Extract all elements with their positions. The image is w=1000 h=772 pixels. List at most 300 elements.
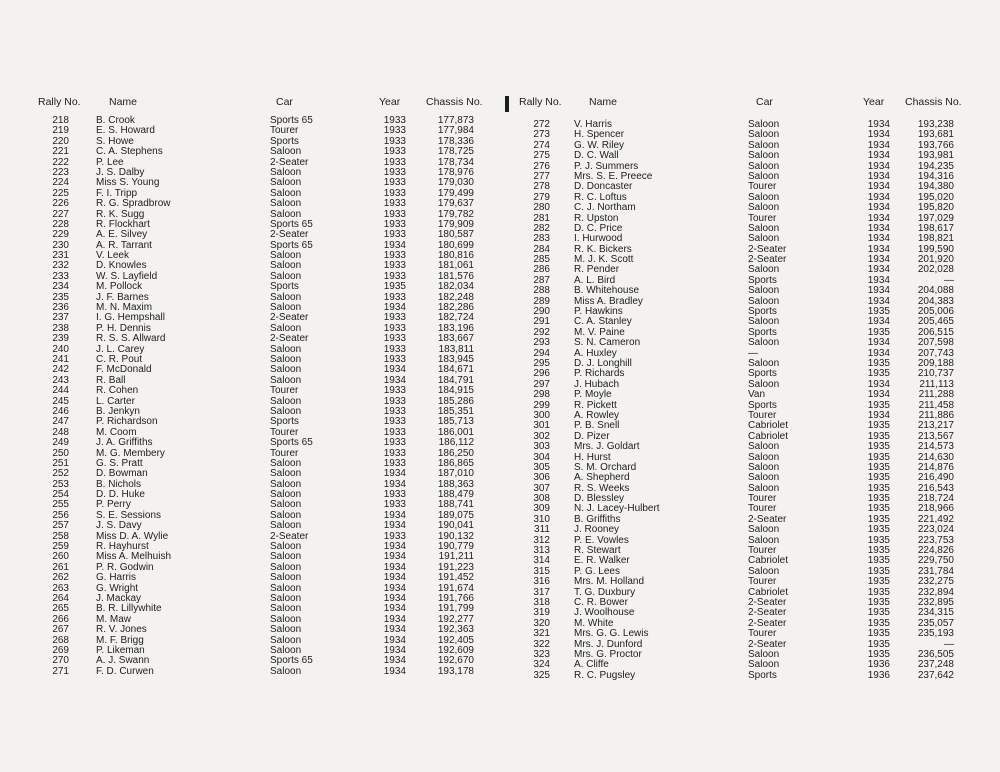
year-cell: 1933 (383, 437, 406, 449)
car-cell: Saloon (270, 364, 302, 376)
chassis-no-cell: 195,020 (917, 191, 954, 203)
car-cell: Saloon (270, 551, 302, 563)
rally-no-cell: 228 (52, 218, 69, 230)
year-cell: 1934 (383, 302, 406, 314)
name-cell: Miss D. A. Wylie (96, 530, 169, 542)
chassis-no-cell: 204,088 (917, 285, 954, 297)
rally-no-cell: 320 (533, 617, 550, 629)
rally-no-cell: 218 (52, 115, 69, 126)
car-cell: Saloon (748, 222, 780, 234)
rally-no-cell: 308 (533, 493, 550, 505)
table-row (34, 199, 494, 209)
name-cell: W. S. Layfield (96, 270, 158, 282)
chassis-no-cell: 190,041 (437, 520, 474, 532)
rally-no-cell: 220 (52, 135, 69, 147)
car-cell: Saloon (748, 648, 780, 660)
year-cell: 1933 (383, 405, 406, 417)
car-cell: Saloon (270, 520, 302, 532)
car-cell: Tourer (748, 503, 777, 515)
chassis-no-cell: 191,766 (437, 592, 474, 604)
car-cell: Saloon (748, 295, 780, 307)
year-cell: 1934 (383, 478, 406, 490)
rally-no-cell: 277 (533, 170, 550, 182)
rally-no-cell: 250 (52, 447, 69, 459)
chassis-no-cell: 194,380 (917, 181, 954, 193)
rally-no-cell: 237 (52, 312, 69, 324)
name-cell: H. Spencer (574, 129, 625, 141)
year-cell: 1933 (383, 416, 406, 428)
name-cell: S. M. Orchard (574, 461, 637, 473)
rally-no-cell: 296 (533, 368, 550, 380)
year-cell: 1935 (867, 493, 890, 505)
column-divider (505, 96, 509, 112)
year-cell: 1934 (383, 239, 406, 251)
chassis-no-cell: 206,515 (917, 326, 954, 338)
name-cell: E. R. Walker (574, 555, 630, 567)
car-cell: Saloon (270, 561, 302, 573)
year-cell: 1933 (383, 115, 406, 126)
car-cell: Saloon (270, 198, 302, 210)
rally-no-cell: 316 (533, 576, 550, 588)
rally-no-cell: 294 (533, 347, 550, 359)
year-cell: 1935 (867, 513, 890, 525)
name-cell: J. Mackay (96, 592, 142, 604)
rally-no-cell: 297 (533, 378, 550, 390)
car-cell: 2-Seater (748, 596, 787, 608)
rally-no-cell: 289 (533, 295, 550, 307)
name-cell: Mrs. J. Dunford (574, 638, 643, 650)
name-cell: Miss A. Melhuish (96, 551, 172, 563)
chassis-no-cell: 229,750 (917, 555, 954, 567)
car-cell: Saloon (270, 395, 302, 407)
car-cell: Saloon (270, 146, 302, 158)
rally-no-cell: 222 (52, 156, 69, 168)
name-cell: B. Griffiths (574, 513, 621, 525)
car-cell: Sports 65 (270, 655, 313, 667)
year-cell: 1935 (867, 451, 890, 463)
rally-no-cell: 221 (52, 146, 69, 158)
table-row (34, 386, 494, 396)
year-cell: 1934 (867, 316, 890, 328)
year-cell: 1934 (867, 181, 890, 193)
car-cell: 2-Seater (748, 617, 787, 629)
name-cell: D. C. Price (574, 222, 623, 234)
header-year: Year (379, 96, 401, 108)
car-cell: Saloon (748, 472, 780, 484)
name-cell: P. B. Snell (574, 420, 620, 432)
rally-no-cell: 284 (533, 243, 550, 255)
year-cell: 1935 (867, 472, 890, 484)
chassis-no-cell: 181,061 (437, 260, 474, 272)
name-cell: M. V. Paine (574, 326, 625, 338)
year-cell: 1934 (383, 561, 406, 573)
rally-no-cell: 299 (533, 399, 550, 411)
year-cell: 1933 (383, 395, 406, 407)
header-rally-no: Rally No. (38, 96, 81, 108)
chassis-no-cell: 182,034 (437, 281, 474, 293)
year-cell: 1933 (383, 312, 406, 324)
rally-no-cell: 246 (52, 405, 69, 417)
chassis-no-cell: 205,006 (917, 306, 954, 318)
rally-no-cell: 226 (52, 198, 69, 210)
year-cell: 1935 (867, 565, 890, 577)
chassis-no-cell: 192,363 (437, 624, 474, 636)
chassis-no-cell: 213,567 (917, 430, 954, 442)
chassis-no-cell: 183,667 (437, 333, 474, 345)
car-cell: Sports 65 (270, 218, 313, 230)
header-name: Name (589, 96, 618, 108)
year-cell: 1933 (383, 385, 406, 397)
car-cell: Saloon (270, 250, 302, 262)
name-cell: A. Shepherd (574, 472, 630, 484)
car-cell: Saloon (270, 489, 302, 501)
name-cell: A. Rowley (574, 409, 620, 421)
chassis-no-cell: 234,315 (917, 607, 954, 619)
rally-no-cell: 229 (52, 229, 69, 241)
car-cell: Cabriolet (748, 555, 789, 567)
name-cell: R. Ball (96, 374, 126, 386)
rally-no-cell: 257 (52, 520, 69, 532)
chassis-no-cell: 183,945 (437, 353, 474, 365)
chassis-no-cell: 192,405 (437, 634, 474, 646)
rally-no-cell: 241 (52, 353, 69, 365)
chassis-no-cell: 192,670 (437, 655, 474, 667)
rally-no-cell: 219 (52, 125, 69, 137)
chassis-no-cell: 185,286 (437, 395, 474, 407)
chassis-no-cell: 177,984 (437, 125, 474, 137)
name-cell: M. J. K. Scott (574, 254, 634, 266)
car-cell: Cabriolet (748, 586, 789, 598)
rally-no-cell: 262 (52, 572, 69, 584)
rally-no-cell: 280 (533, 202, 550, 214)
rally-no-cell: 283 (533, 233, 550, 245)
rally-no-cell: 279 (533, 191, 550, 203)
name-cell: I. Hurwood (574, 233, 623, 245)
year-cell: 1934 (383, 364, 406, 376)
name-cell: D. D. Huke (96, 489, 145, 501)
year-cell: 1933 (383, 260, 406, 272)
chassis-no-cell: 177,873 (437, 115, 474, 126)
car-cell: Sports (270, 281, 299, 293)
year-cell: 1934 (383, 572, 406, 584)
chassis-no-cell: — (944, 638, 954, 650)
car-cell: Saloon (270, 187, 302, 199)
name-cell: A. Huxley (574, 347, 617, 359)
header-chassis-no: Chassis No. (426, 96, 483, 108)
year-cell: 1936 (867, 659, 890, 671)
name-cell: J. S. Davy (96, 520, 142, 532)
rally-no-cell: 273 (533, 129, 550, 141)
car-cell: Saloon (748, 129, 780, 141)
name-cell: R. G. Spradbrow (96, 198, 171, 210)
rally-no-cell: 325 (533, 669, 550, 681)
name-cell: C. R. Pout (96, 353, 143, 365)
name-cell: R. Upston (574, 212, 619, 224)
chassis-no-cell: 187,010 (437, 468, 474, 480)
year-cell: 1934 (383, 603, 406, 615)
table-row (34, 147, 494, 157)
year-cell: 1933 (383, 489, 406, 501)
car-cell: Saloon (748, 233, 780, 245)
chassis-no-cell: 193,981 (917, 150, 954, 162)
chassis-no-cell: 211,113 (919, 378, 954, 390)
name-cell: R. Pickett (574, 399, 617, 411)
chassis-no-cell: 223,753 (917, 534, 954, 546)
rally-no-cell: 230 (52, 239, 69, 251)
rally-no-cell: 266 (52, 613, 69, 625)
rally-no-cell: 321 (533, 628, 550, 640)
rally-no-cell: 292 (533, 326, 550, 338)
chassis-no-cell: 211,886 (918, 409, 954, 421)
year-cell: 1934 (867, 222, 890, 234)
car-cell: Sports (748, 326, 777, 338)
chassis-no-cell: 232,275 (917, 576, 954, 588)
car-cell: Sports (748, 306, 777, 318)
name-cell: P. R. Godwin (96, 561, 154, 573)
chassis-no-cell: 205,465 (917, 316, 954, 328)
car-cell: Saloon (748, 119, 780, 130)
car-cell: Sports (270, 416, 299, 428)
car-cell: Saloon (748, 191, 780, 203)
year-cell: 1933 (383, 333, 406, 345)
car-cell: 2-Seater (270, 156, 309, 168)
rally-no-cell: 295 (533, 357, 550, 369)
car-cell: Saloon (270, 644, 302, 656)
year-cell: 1933 (383, 499, 406, 511)
name-cell: P. Moyle (574, 389, 612, 401)
rally-no-cell: 322 (533, 638, 550, 650)
year-cell: 1933 (383, 218, 406, 230)
rally-no-cell: 258 (52, 530, 69, 542)
year-cell: 1934 (867, 285, 890, 297)
name-cell: J. L. Carey (96, 343, 145, 355)
table-row (34, 625, 494, 635)
name-cell: R. K. Sugg (96, 208, 145, 220)
year-cell: 1934 (867, 254, 890, 266)
year-cell: 1935 (867, 503, 890, 515)
name-cell: H. Hurst (574, 451, 611, 463)
name-cell: Mrs. G. Proctor (574, 648, 642, 660)
name-cell: D. Bowman (96, 468, 148, 480)
year-cell: 1934 (383, 582, 406, 594)
car-cell: Saloon (270, 592, 302, 604)
year-cell: 1934 (867, 337, 890, 349)
chassis-no-cell: 178,976 (437, 166, 474, 178)
chassis-no-cell: 218,724 (917, 493, 954, 505)
car-cell: Saloon (270, 624, 302, 636)
rally-no-cell: 271 (52, 665, 69, 677)
chassis-no-cell: 185,351 (437, 405, 474, 417)
name-cell: J. A. Griffiths (96, 437, 153, 449)
chassis-no-cell: 191,674 (437, 582, 474, 594)
rally-no-cell: 278 (533, 181, 550, 193)
table-header (516, 96, 976, 110)
year-cell: 1934 (383, 624, 406, 636)
chassis-no-cell: 193,178 (437, 665, 474, 677)
chassis-no-cell: 180,587 (437, 229, 474, 241)
chassis-no-cell: 182,724 (437, 312, 474, 324)
car-cell: Tourer (270, 385, 299, 397)
year-cell: 1934 (867, 212, 890, 224)
rally-no-cell: 253 (52, 478, 69, 490)
rally-no-cell: 240 (52, 343, 69, 355)
name-cell: R. Pender (574, 264, 620, 276)
car-cell: Sports (748, 669, 777, 681)
car-cell: Sports 65 (270, 437, 313, 449)
chassis-no-cell: 183,811 (438, 343, 474, 355)
car-cell: Saloon (748, 461, 780, 473)
year-cell: 1935 (867, 545, 890, 557)
chassis-no-cell: 214,573 (917, 441, 954, 453)
chassis-no-cell: 180,816 (437, 250, 474, 262)
chassis-no-cell: — (944, 274, 954, 286)
car-cell: Saloon (748, 378, 780, 390)
name-cell: T. G. Duxbury (574, 586, 636, 598)
chassis-no-cell: 209,188 (917, 357, 954, 369)
rally-no-cell: 309 (533, 503, 550, 515)
name-cell: R. C. Pugsley (574, 669, 636, 681)
year-cell: 1935 (867, 441, 890, 453)
name-cell: R. K. Bickers (574, 243, 632, 255)
year-cell: 1934 (867, 191, 890, 203)
name-cell: D. Blessley (574, 493, 625, 505)
rally-no-cell: 307 (533, 482, 550, 494)
name-cell: D. Doncaster (574, 181, 633, 193)
table-row (516, 203, 976, 213)
chassis-no-cell: 214,876 (917, 461, 954, 473)
rally-no-cell: 264 (52, 592, 69, 604)
name-cell: A. J. Swann (96, 655, 150, 667)
rally-no-cell: 242 (52, 364, 69, 376)
year-cell: 1933 (383, 343, 406, 355)
rally-no-cell: 313 (533, 545, 550, 557)
chassis-no-cell: 188,741 (437, 499, 474, 511)
rally-no-cell: 302 (533, 430, 550, 442)
rally-no-cell: 288 (533, 285, 550, 297)
year-cell: 1935 (867, 524, 890, 536)
chassis-no-cell: 191,799 (437, 603, 474, 615)
name-cell: J. S. Dalby (96, 166, 145, 178)
rally-no-cell: 238 (52, 322, 69, 334)
car-cell: 2-Seater (748, 513, 787, 525)
chassis-no-cell: 195,820 (917, 202, 954, 214)
year-cell: 1933 (383, 187, 406, 199)
car-cell: Saloon (748, 659, 780, 671)
right-table (516, 96, 976, 681)
year-cell: 1933 (383, 125, 406, 137)
rally-no-cell: 227 (52, 208, 69, 220)
chassis-no-cell: 190,779 (437, 541, 474, 553)
car-cell: Tourer (748, 409, 777, 421)
name-cell: R. S. S. Allward (96, 333, 166, 345)
car-cell: Saloon (270, 208, 302, 220)
name-cell: A. Cliffe (574, 659, 609, 671)
rally-no-cell: 305 (533, 461, 550, 473)
chassis-no-cell: 182,248 (437, 291, 474, 303)
chassis-no-cell: 193,238 (917, 119, 954, 130)
name-cell: G. Wright (96, 582, 139, 594)
car-cell: Van (748, 389, 766, 401)
name-cell: J. F. Barnes (96, 291, 149, 303)
car-cell: Saloon (748, 160, 780, 172)
year-cell: 1934 (383, 592, 406, 604)
car-cell: 2-Seater (748, 607, 787, 619)
rally-no-cell: 263 (52, 582, 69, 594)
rally-no-cell: 247 (52, 416, 69, 428)
chassis-no-cell: 191,452 (437, 572, 474, 584)
chassis-no-cell: 184,791 (437, 374, 474, 386)
chassis-no-cell: 186,865 (437, 457, 474, 469)
name-cell: G. W. Riley (574, 139, 625, 151)
year-cell: 1934 (867, 295, 890, 307)
car-cell: Saloon (748, 482, 780, 494)
year-cell: 1934 (867, 389, 890, 401)
rally-no-cell: 223 (52, 166, 69, 178)
name-cell: R. Cohen (96, 385, 139, 397)
year-cell: 1934 (867, 409, 890, 421)
year-cell: 1934 (383, 634, 406, 646)
name-cell: C. R. Bower (574, 596, 628, 608)
name-cell: D. Knowles (96, 260, 147, 272)
car-cell: Saloon (270, 499, 302, 511)
rally-no-cell: 270 (52, 655, 69, 667)
year-cell: 1935 (867, 399, 890, 411)
year-cell: 1933 (383, 457, 406, 469)
car-cell: Sports 65 (270, 115, 313, 126)
chassis-no-cell: 185,713 (437, 416, 474, 428)
chassis-no-cell: 237,248 (917, 659, 954, 671)
car-cell: Saloon (270, 302, 302, 314)
year-cell: 1935 (867, 326, 890, 338)
year-cell: 1935 (867, 534, 890, 546)
car-cell: Saloon (270, 166, 302, 178)
rally-no-cell: 319 (533, 607, 550, 619)
chassis-no-cell: 186,112 (438, 437, 474, 449)
name-cell: P. G. Lees (574, 565, 620, 577)
name-cell: V. Harris (574, 119, 612, 130)
year-cell: 1933 (383, 146, 406, 158)
name-cell: M. White (574, 617, 614, 629)
name-cell: P. E. Vowles (574, 534, 629, 546)
rally-no-cell: 269 (52, 644, 69, 656)
car-cell: Saloon (270, 468, 302, 480)
rally-no-cell: 235 (52, 291, 69, 303)
name-cell: Mrs. S. E. Preece (574, 170, 653, 182)
chassis-no-cell: 179,909 (437, 218, 474, 230)
name-cell: F. D. Curwen (96, 665, 154, 677)
year-cell: 1934 (867, 150, 890, 162)
name-cell: C. A. Stephens (96, 146, 163, 158)
chassis-no-cell: 194,316 (917, 170, 954, 182)
name-cell: R. S. Weeks (574, 482, 630, 494)
right-rows (516, 120, 976, 681)
car-cell: Sports (748, 368, 777, 380)
chassis-no-cell: 178,734 (437, 156, 474, 168)
chassis-no-cell: 192,609 (437, 644, 474, 656)
name-cell: F. McDonald (96, 364, 152, 376)
car-cell: 2-Seater (270, 333, 309, 345)
car-cell: Saloon (270, 613, 302, 625)
rally-no-cell: 268 (52, 634, 69, 646)
rally-no-cell: 304 (533, 451, 550, 463)
car-cell: Sports 65 (270, 239, 313, 251)
year-cell: 1934 (383, 541, 406, 553)
name-cell: B. Crook (96, 115, 135, 126)
rally-no-cell: 261 (52, 561, 69, 573)
rally-no-cell: 224 (52, 177, 69, 189)
table-row (516, 629, 976, 639)
car-cell: Saloon (748, 150, 780, 162)
